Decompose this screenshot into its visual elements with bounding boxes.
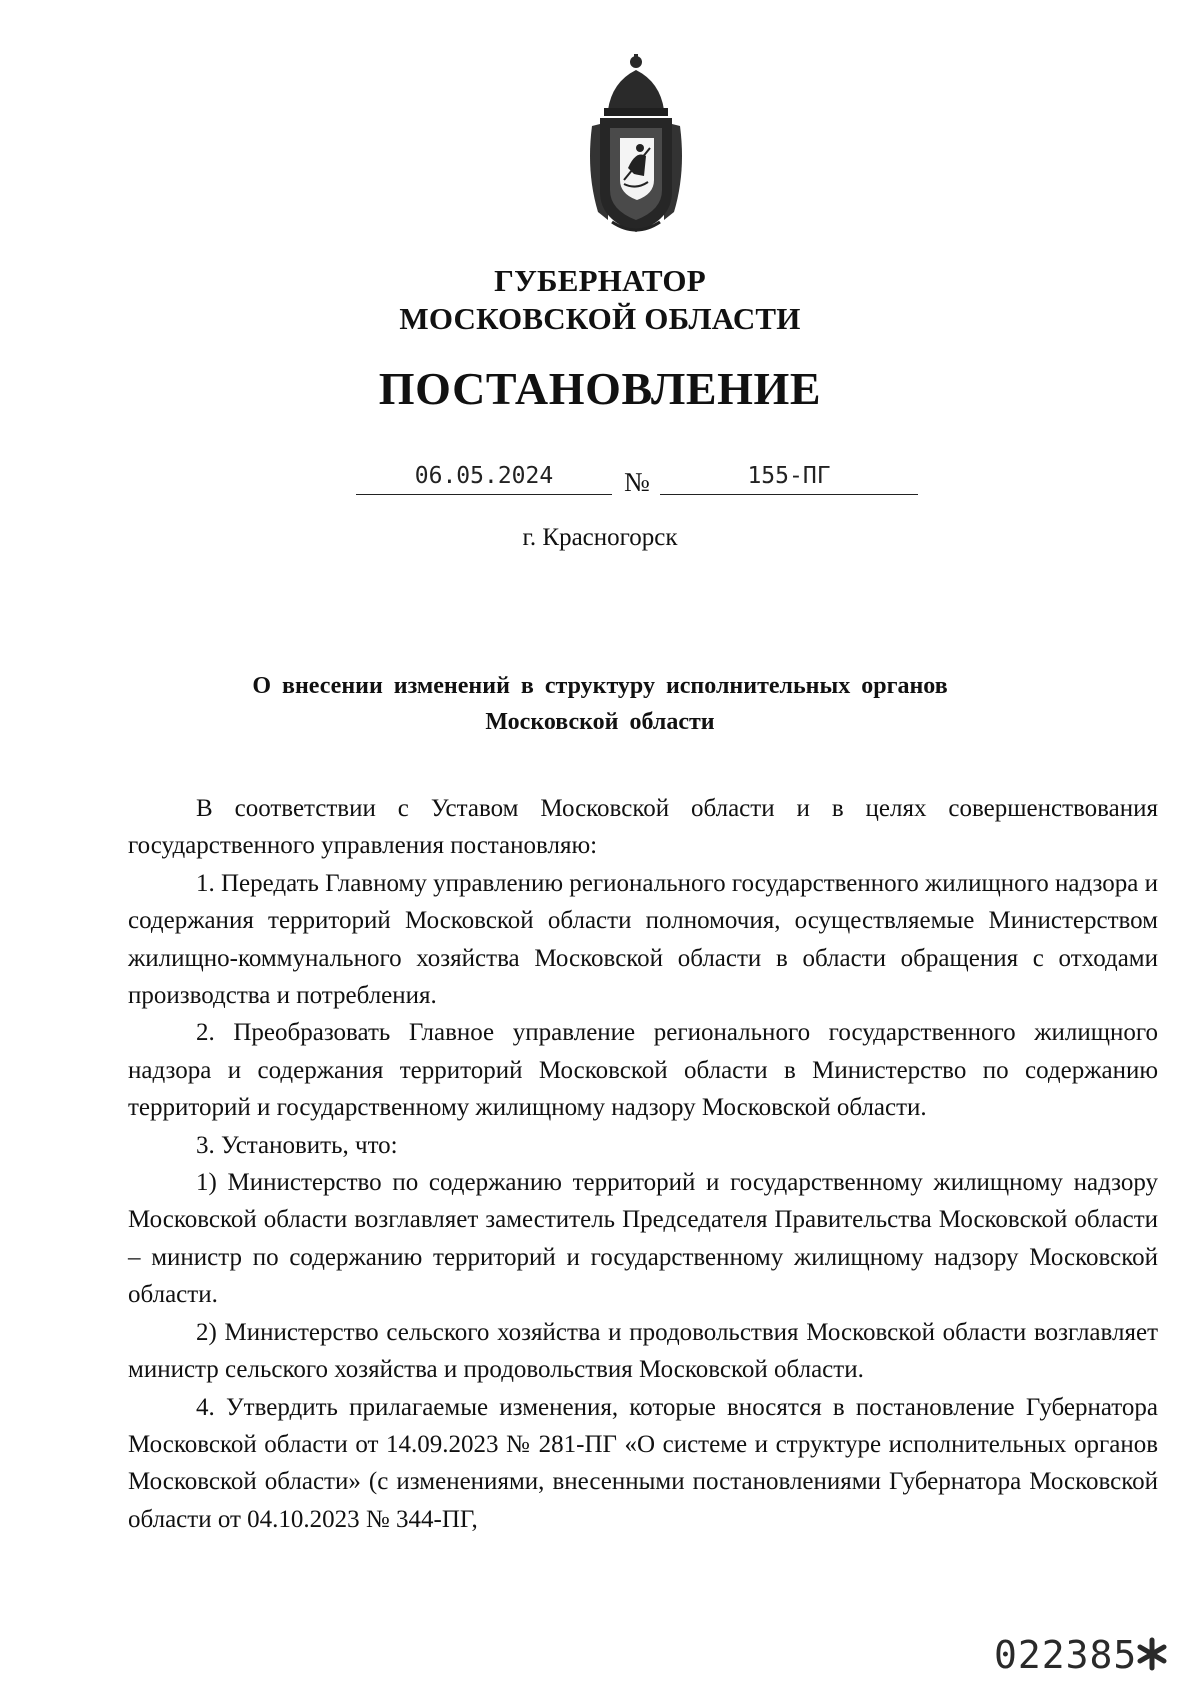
issuer-heading: [0, 262, 1200, 338]
number-sign: №: [624, 467, 650, 497]
subject-line: Московской области: [485, 709, 715, 735]
subject-line: О внесении изменений в структуру исполнительных органов: [252, 673, 948, 699]
body-paragraph: 1) Министерство по содержанию территорий и государственному жилищному надзору Московской области возглавляет заместитель Председателя Правительства Московской области – министр по содержанию территорий и государственному жилищному надзору Московской области.: [128, 1169, 1158, 1309]
body-paragraph: 4. Утвердить прилагаемые изменения, которые вносятся в постановление Губернатора Московской области от 14.09.2023 № 281-ПГ «О системе и структуре исполнительных органов Московской области» (с изменениями, внесенными постановлениями Губернатора Московской области от 04.10.2023 № 344-ПГ,: [128, 1393, 1158, 1533]
body-paragraph: 3. Установить, что:: [196, 1131, 398, 1159]
document-date: 06.05.2024: [356, 458, 612, 495]
body-paragraph: 2) Министерство сельского хозяйства и продовольствия Московской области возглавляет министр сельского хозяйства и продовольствия Московской области.: [128, 1318, 1158, 1384]
asterisk-icon: [1134, 1636, 1170, 1672]
document-number: 155-ПГ: [660, 458, 918, 495]
document-meta-row: [0, 458, 1200, 502]
issuer-title: ГУБЕРНАТОР: [494, 263, 706, 298]
document-subject: [150, 668, 1050, 740]
body-paragraph: В соответствии с Уставом Московской области и в целях совершенствования государственного управления постановляю:: [128, 795, 1158, 860]
document-type-title: ПОСТАНОВЛЕНИЕ: [378, 363, 822, 414]
coat-of-arms-icon: [578, 52, 694, 238]
body-paragraph: 2. Преобразовать Главное управление регионального государственного жилищного надзора и содержания территорий Московской области в Министерство по содержанию территорий и государственному жилищному надзору Московской области.: [128, 1019, 1158, 1122]
document-body: [128, 790, 1158, 1538]
form-serial-number: 022385: [994, 1633, 1138, 1677]
document-city: г. Красногорск: [522, 524, 678, 551]
issuer-region: МОСКОВСКОЙ ОБЛАСТИ: [399, 301, 801, 336]
body-paragraph: 1. Передать Главному управлению регионального государственного жилищного надзора и содержания территорий Московской области полномочия, осуществляемые Министерством жилищно-коммунального хозяйства Московской области в области обращения с отходами производства и потребления.: [128, 869, 1158, 1010]
